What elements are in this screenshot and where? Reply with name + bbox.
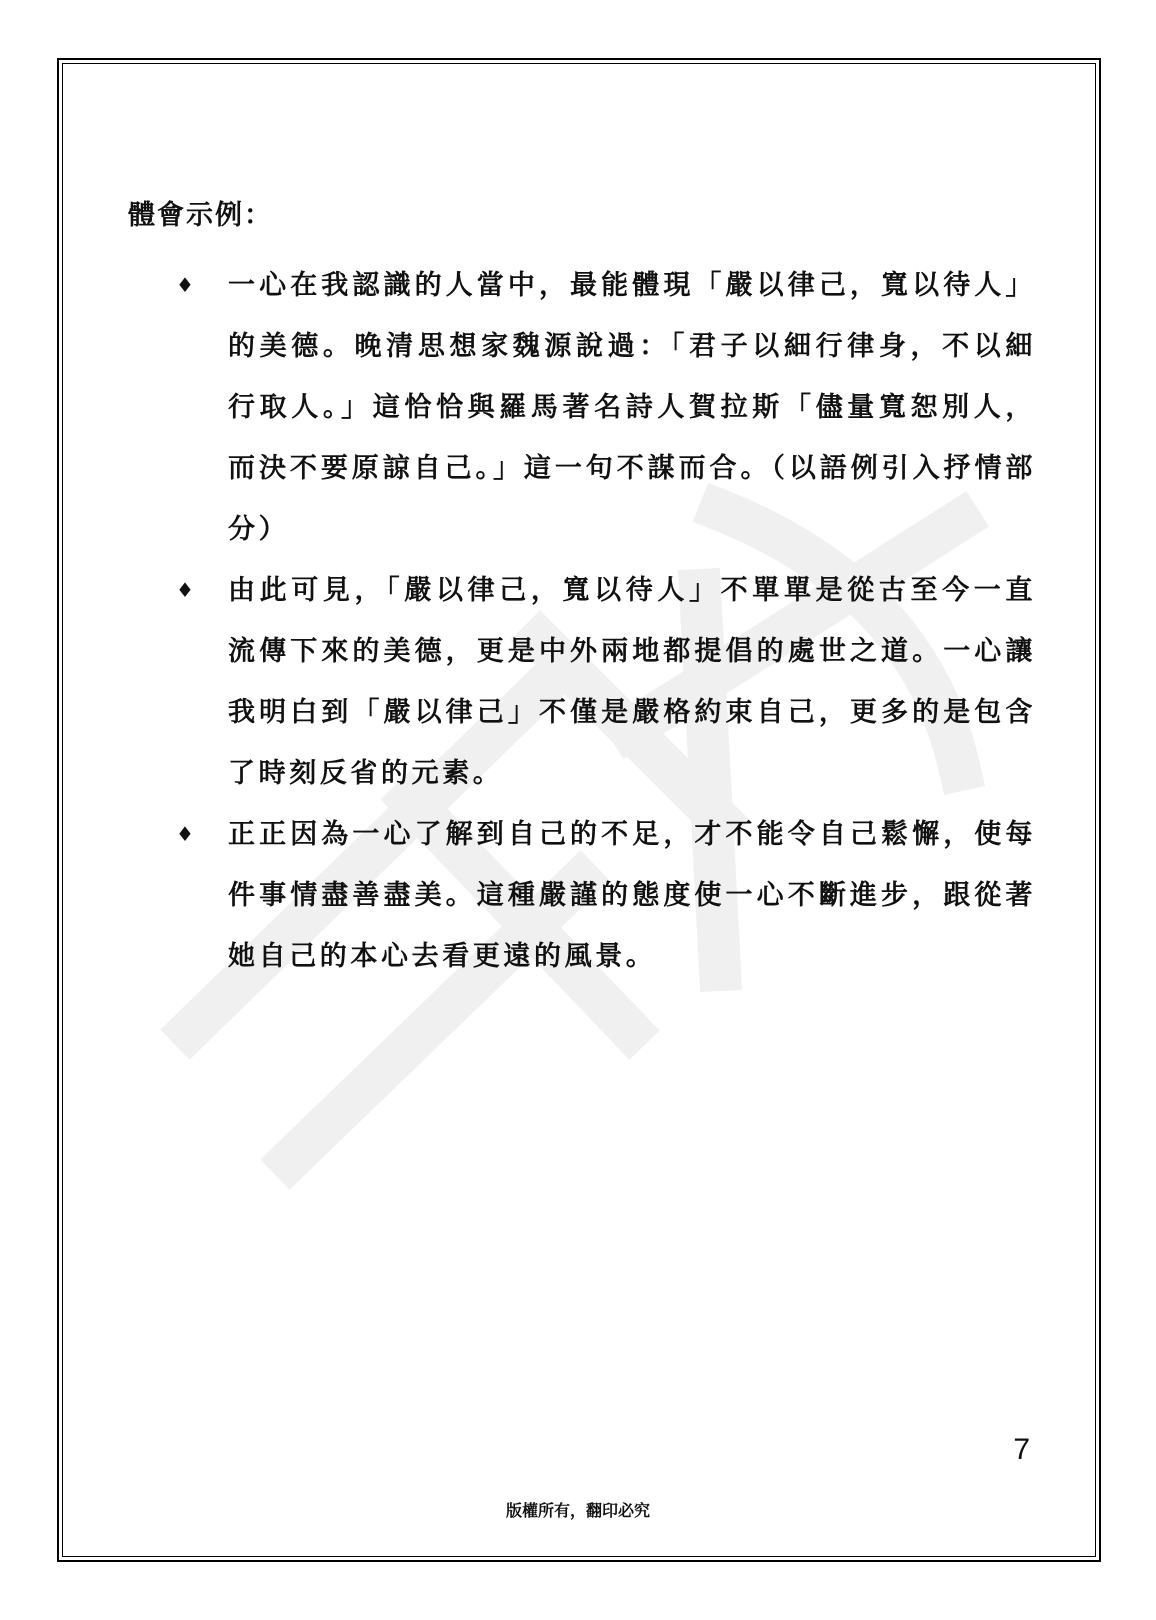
diamond-bullet-icon: ♦	[176, 273, 198, 297]
list-item	[176, 255, 1036, 560]
list-item	[176, 560, 1036, 804]
list-item-text: 正正因為一心了解到自己的不足，才不能令自己鬆懈，使每件事情盡善盡美。這種嚴謹的態度使一心不斷進步，跟從著她自己的本心去看更遠的風景。	[228, 819, 1036, 972]
page-number: 7	[1013, 1433, 1030, 1466]
list-item-text: 一心在我認識的人當中，最能體現「嚴以律己，寬以待人」的美德。晚清思想家魏源說過：「君子以細行律身，不以細行取人。」這恰恰與羅馬著名詩人賀拉斯「儘量寬恕別人，而決不要原諒自己。」這一句不謀而合。（以語例引入抒情部分）	[228, 270, 1036, 545]
copyright-footer: 版權所有，翻印必究	[505, 1501, 650, 1520]
diamond-bullet-icon: ♦	[176, 578, 198, 602]
diamond-bullet-icon: ♦	[176, 822, 198, 846]
list-item-text: 由此可見，「嚴以律己，寬以待人」不單單是從古至今一直流傳下來的美德，更是中外兩地都提倡的處世之道。一心讓我明白到「嚴以律己」不僅是嚴格約束自己，更多的是包含了時刻反省的元素。	[228, 575, 1036, 789]
list-item	[176, 804, 1036, 987]
bullet-list	[176, 255, 1036, 987]
heading: 體會示例：	[128, 200, 273, 231]
